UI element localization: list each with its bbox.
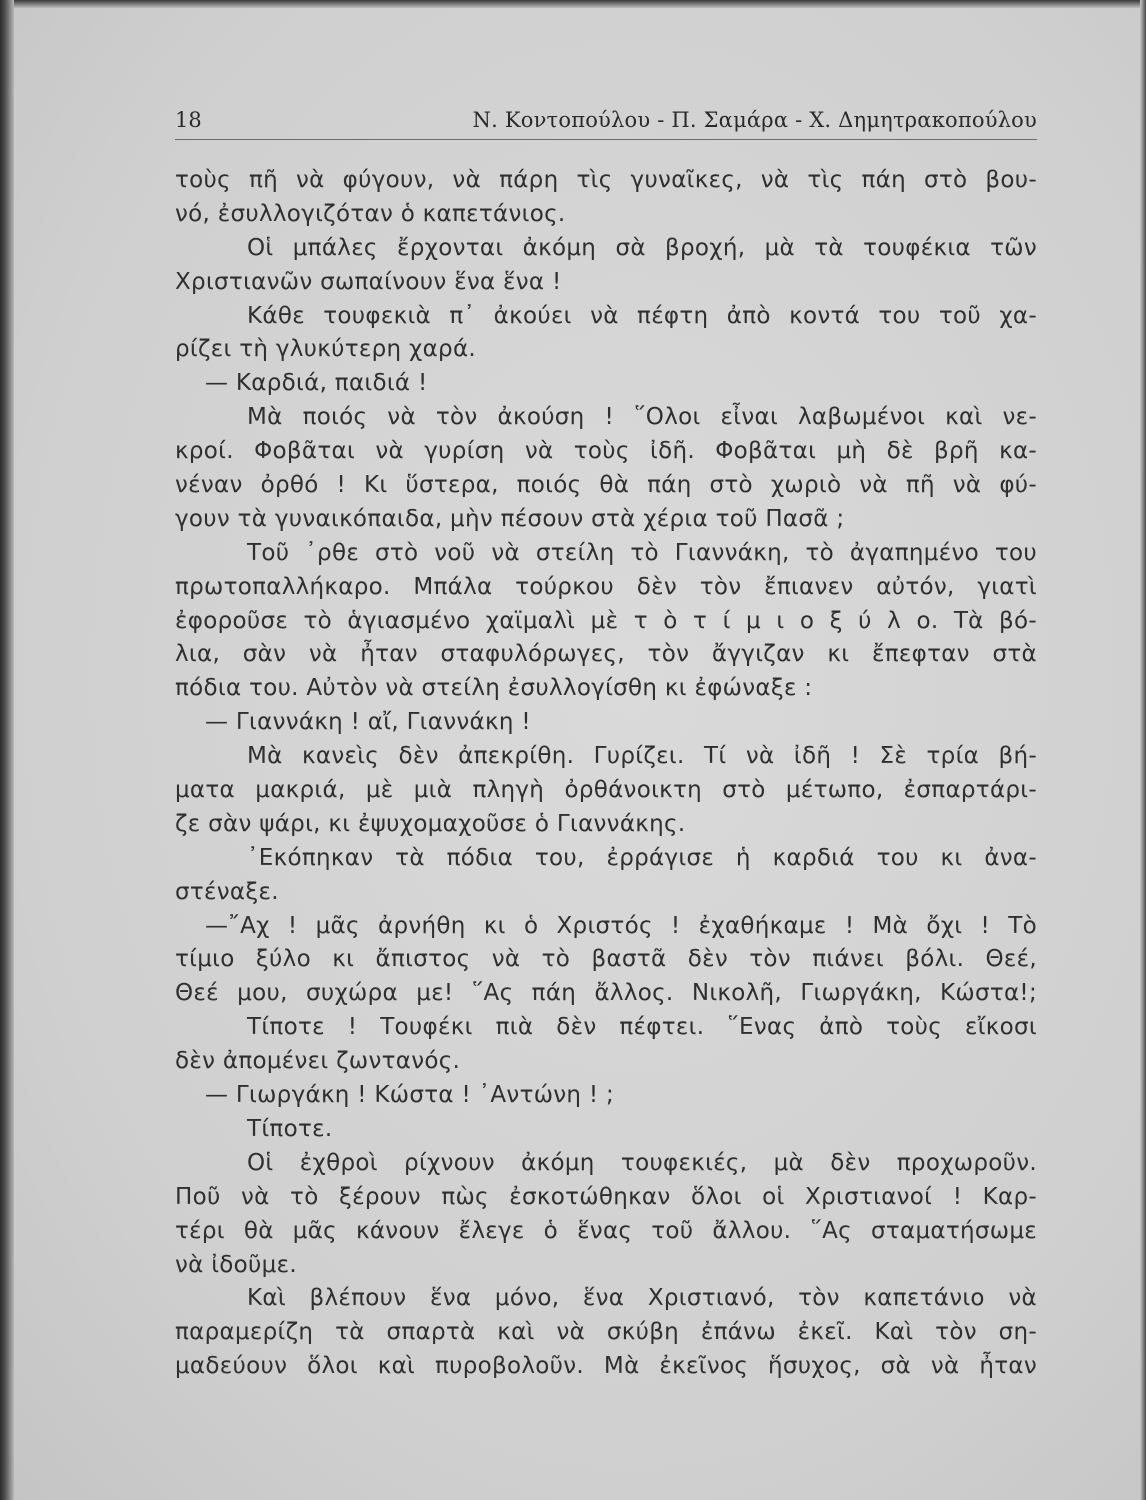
text-line: μαδεύουν ὅλοι καὶ πυροβολοῦν. Μὰ ἐκεῖνος ἥσυχος, σὰ νὰ ἦταν	[175, 1353, 1037, 1380]
text-line: Οἱ μπάλες ἔρχονται ἀκόμη σὰ βροχή, μὰ τὰ τουφέκια τῶν	[247, 234, 1037, 261]
text-line: νὰ ἰδοῦμε.	[175, 1251, 297, 1278]
text-line: — Καρδιά, παιδιά !	[205, 370, 428, 397]
header-rule	[175, 139, 1037, 140]
text-line: Χριστιανῶν σωπαίνουν ἕνα ἕνα !	[175, 268, 562, 295]
page-header	[175, 104, 1037, 140]
text-line: γουν τὰ γυναικόπαιδα, μὴν πέσουν στὰ χέρια τοῦ Πασᾶ ;	[175, 505, 845, 532]
text-line: παραμερίζη τὰ σπαρτὰ καὶ νὰ σκύβη ἐπάνω ἐκεῖ. Καὶ τὸν ση-	[175, 1319, 1037, 1346]
text-line: πόδια του. Αὐτὸν νὰ στείλη ἐσυλλογίσθη κι ἐφώναξε :	[175, 675, 813, 702]
page-edge-top	[0, 0, 1146, 8]
text-line: τέρι θὰ μᾶς κάνουν ἔλεγε ὁ ἕνας τοῦ ἄλλου. ῞Ας σταματήσωμε	[175, 1217, 1037, 1244]
text-line: πρωτοπαλλήκαρο. Μπάλα τούρκου δὲν τὸν ἔπιανεν αὐτόν, γιατὶ	[175, 573, 1037, 600]
page-number: 18	[175, 108, 202, 132]
text-line: Τίποτε.	[247, 1115, 333, 1142]
text-line: ἐφοροῦσε τὸ ἁγιασμένο χαϊμαλὶ μὲ τ ὸ τ ί μ ι ο ξ ύ λ ο. Τὰ βό-	[175, 607, 1037, 634]
text-line: Κάθε τουφεκιὰ π᾽ ἀκούει νὰ πέφτη ἀπὸ κοντά του τοῦ χα-	[247, 302, 1037, 329]
text-line: ματα μακριά, μὲ μιὰ πληγὴ ὀρθάνοικτη στὸ μέτωπο, ἐσπαρτάρι-	[175, 777, 1037, 804]
text-line: Μὰ ποιός νὰ τὸν ἀκούση ! ῞Ολοι εἶναι λαβωμένοι καὶ νε-	[247, 404, 1037, 431]
text-line: — Γιωργάκη ! Κώστα ! ᾽Αντώνη ! ;	[205, 1082, 615, 1109]
text-line: — Γιαννάκη ! αἴ, Γιαννάκη !	[205, 709, 531, 736]
text-line: Οἱ ἐχθροὶ ρίχνουν ἀκόμη τουφεκιές, μὰ δὲν προχωροῦν.	[247, 1149, 1037, 1176]
text-line: δὲν ἀπομένει ζωντανός.	[175, 1048, 461, 1075]
text-line: Τοῦ ᾽ρθε στὸ νοῦ νὰ στείλη τὸ Γιαννάκη, τὸ ἀγαπημένο του	[247, 539, 1037, 566]
text-line: τοὺς πῆ νὰ φύγουν, νὰ πάρη τὶς γυναῖκες, νὰ τὶς πάη στὸ βου-	[175, 167, 1037, 193]
text-line: ζε σὰν ψάρι, κι ἐψυχομαχοῦσε ὁ Γιαννάκης.	[175, 810, 686, 837]
text-line: λια, σὰν νὰ ἦταν σταφυλόρωγες, τὸν ἄγγιζαν κι ἔπεφταν στὰ	[175, 641, 1037, 668]
text-line: τίμιο ξύλο κι ἄπιστος νὰ τὸ βαστᾶ δὲν τὸν πιάνει βόλι. Θεέ,	[175, 946, 1037, 973]
text-line: Ποῦ νὰ τὸ ξέρουν πὼς ἐσκοτώθηκαν ὅλοι οἱ Χριστιανοί ! Καρ-	[175, 1183, 1037, 1210]
text-line: νέναν ὀρθό ! Κι ὕστερα, ποιός θὰ πάη στὸ χωριὸ νὰ πῆ νὰ φύ-	[175, 472, 1037, 499]
text-line: Τίποτε ! Τουφέκι πιὰ δὲν πέφτει. ῞Ενας ἀπὸ τοὺς εἴκοσι	[247, 1014, 1037, 1041]
text-line: Μὰ κανεὶς δὲν ἀπεκρίθη. Γυρίζει. Τί νὰ ἰδῆ ! Σὲ τρία βή-	[247, 743, 1037, 770]
text-line: Θεέ μου, συχώρα με! ῞Ας πάη ἄλλος. Νικολῆ, Γιωργάκη, Κώστα!;	[175, 980, 1037, 1007]
page-edge-right	[1140, 0, 1146, 1500]
running-head-authors: Ν. Κοντοπούλου - Π. Σαμάρα - Χ. Δημητρακοπούλου	[472, 108, 1037, 132]
text-line: νό, ἐσυλλογιζόταν ὁ καπετάνιος.	[175, 200, 566, 227]
text-line: —῎Αχ ! μᾶς ἀρνήθη κι ὁ Χριστός ! ἐχαθήκαμε ! Μὰ ὄχι ! Τὸ	[205, 912, 1037, 939]
body-text	[175, 164, 1037, 1384]
text-line: ᾽Εκόπηκαν τὰ πόδια του, ἐρράγισε ἡ καρδιά του κι ἀνα-	[247, 844, 1037, 871]
text-line: στέναξε.	[175, 878, 279, 905]
text-line: ρίζει τὴ γλυκύτερη χαρά.	[175, 336, 477, 363]
page-edge-left	[0, 0, 14, 1500]
text-line: κροί. Φοβᾶται νὰ γυρίση νὰ τοὺς ἰδῆ. Φοβᾶται μὴ δὲ βρῆ κα-	[175, 438, 1037, 465]
text-line: Καὶ βλέπουν ἕνα μόνο, ἕνα Χριστιανό, τὸν καπετάνιο νὰ	[247, 1285, 1037, 1312]
